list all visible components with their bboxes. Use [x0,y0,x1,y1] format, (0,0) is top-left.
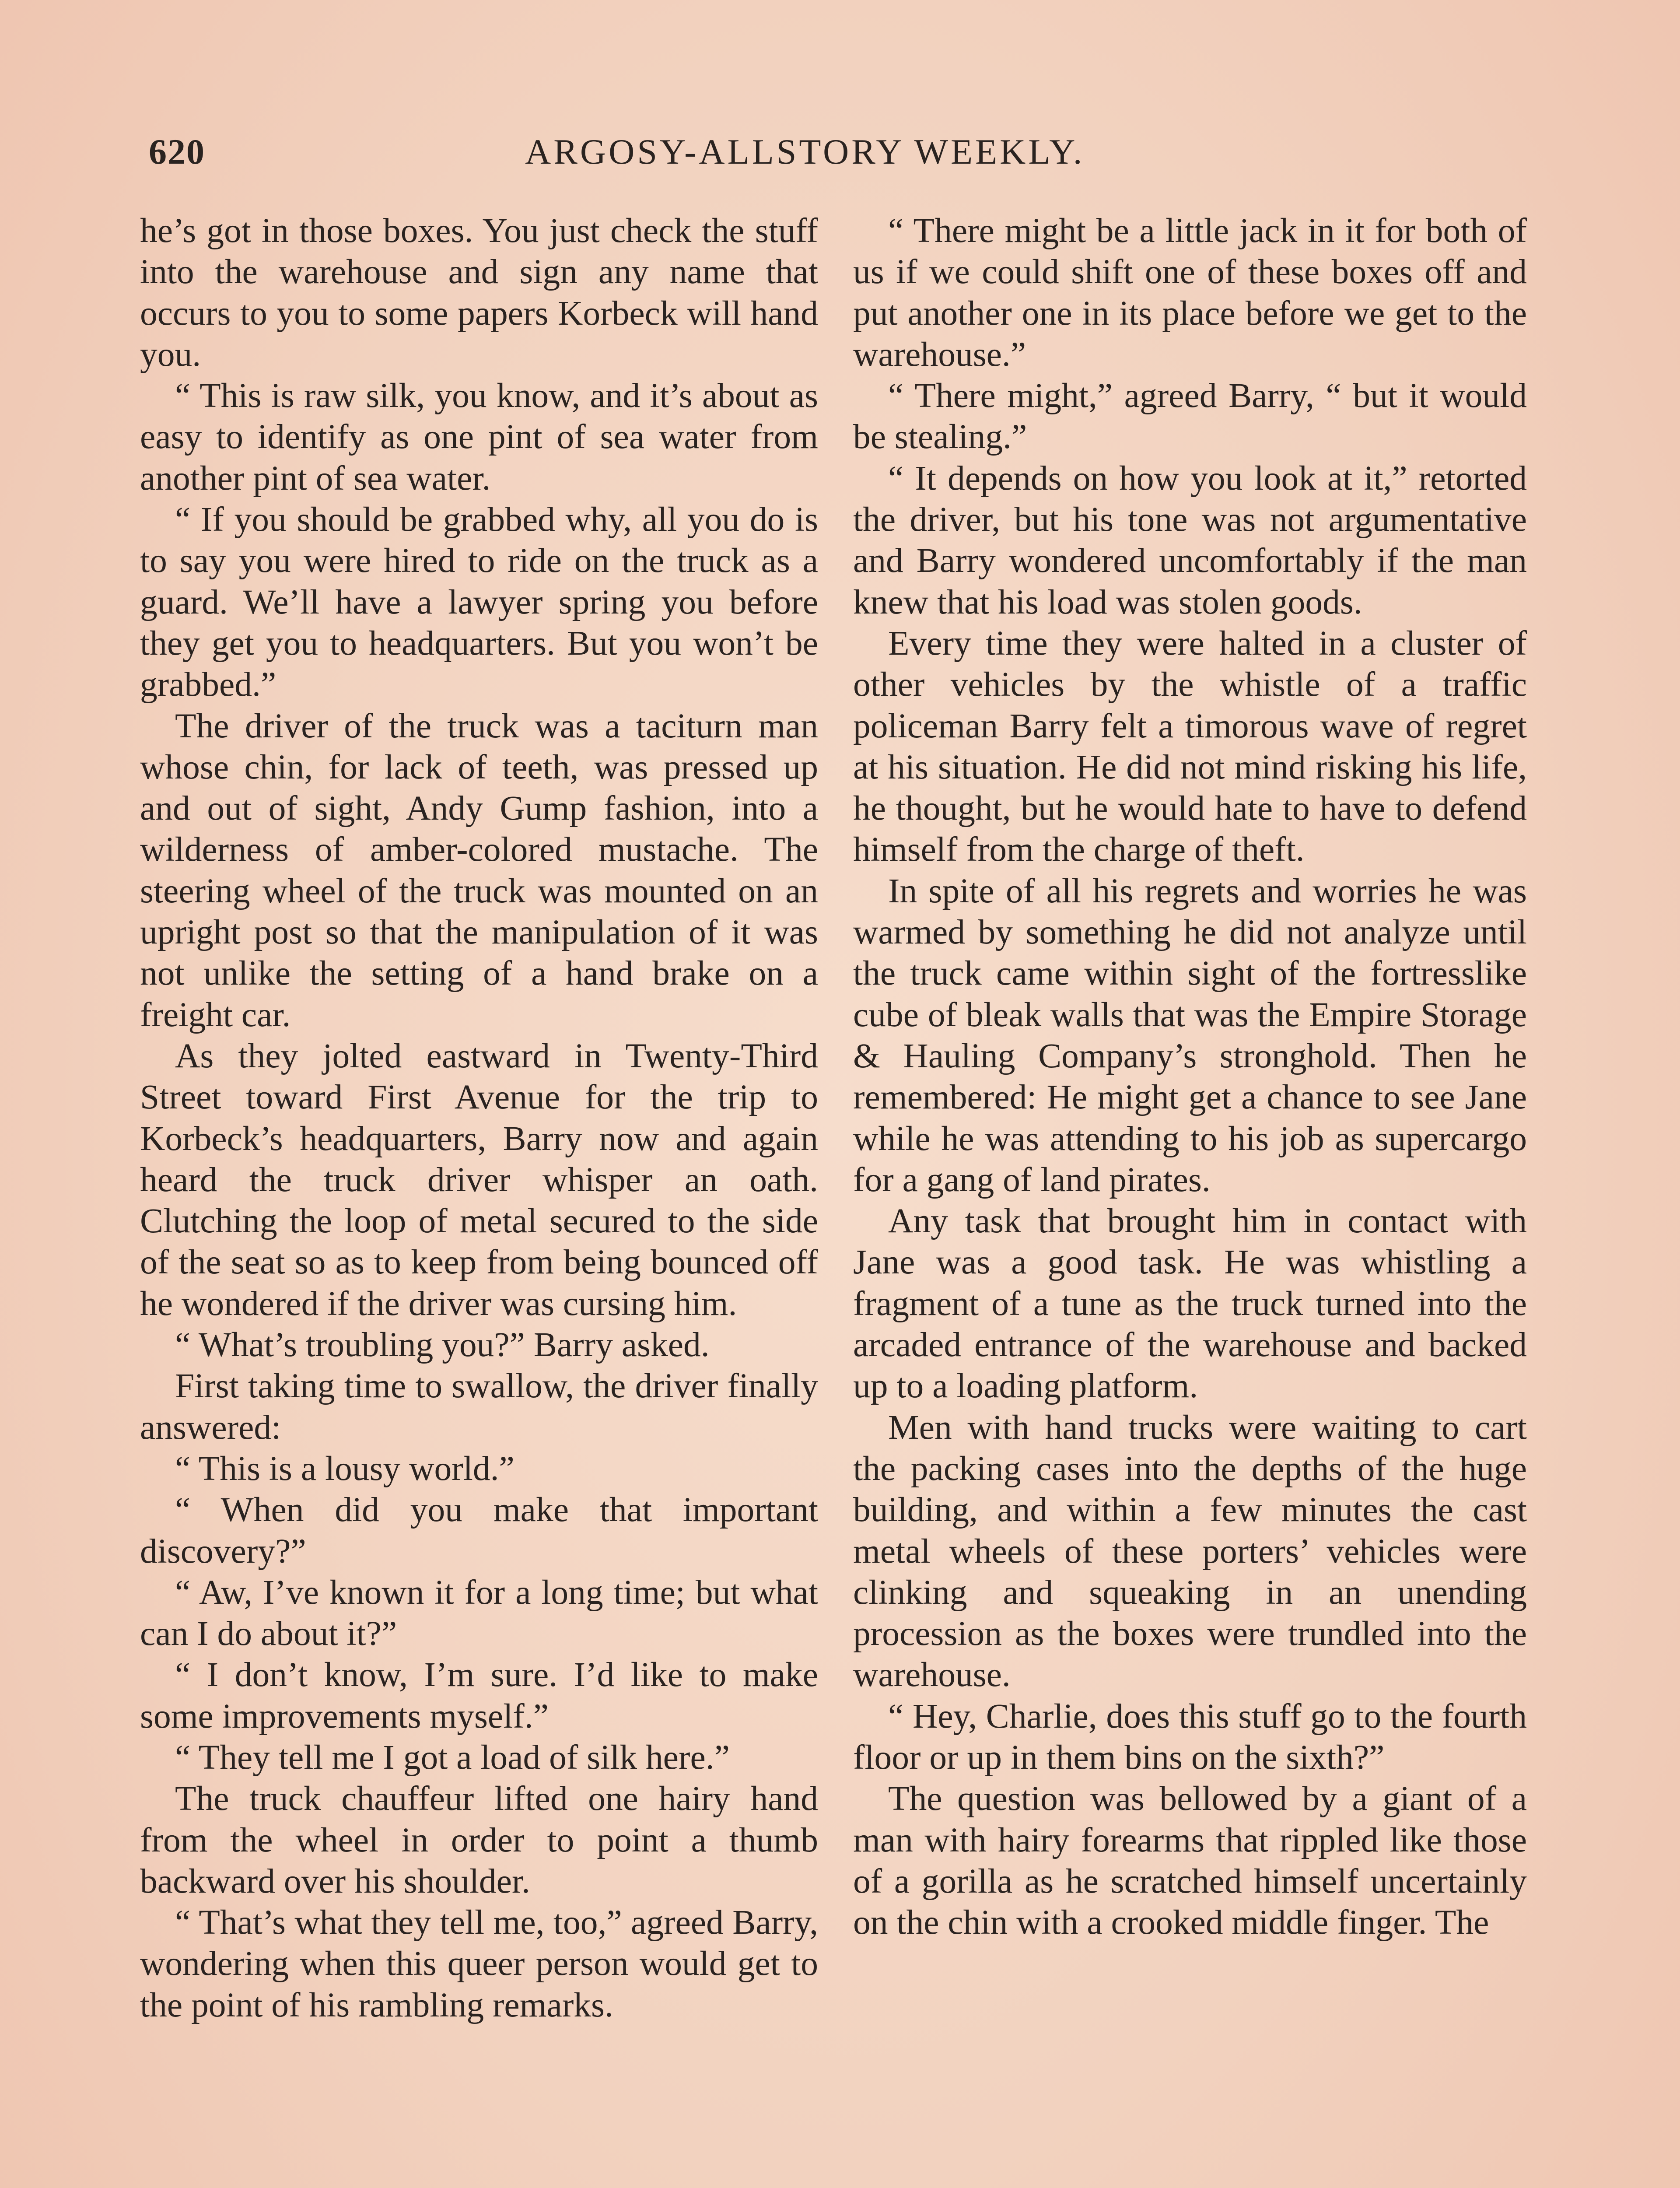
paragraph: The truck chauffeur lifted one hairy hand from the wheel in order to point a thumb backward over his shoulder. [140,1779,818,1900]
right-column [853,210,1527,1943]
paragraph: The question was bellowed by a giant of a man with hairy forearms that rippled like those of a gorilla as he scratched himself uncertainly on the chin with a crooked middle finger. The [853,1779,1527,1942]
paragraph: As they jolted eastward in Twenty-Third Street toward First Avenue for the trip to Korbeck’s headquarters, Barry now and again heard the truck driver whisper an oath. Clutching the loop of metal secured to the side of the seat so as to keep from being bounced off he wondered if the driver was cursing him. [140,1036,818,1323]
paragraph: First taking time to swallow, the driver finally answered: [140,1367,818,1447]
paragraph: “ They tell me I got a load of silk here.” [175,1738,730,1777]
paragraph: he’s got in those boxes. You just check the stuff into the warehouse and sign any name that occurs to you to some papers Korbeck will hand you. [140,211,818,374]
left-column [140,210,818,2026]
paragraph: The driver of the truck was a taciturn man whose chin, for lack of teeth, was pressed up and out of sight, Andy Gump fashion, into a wilderness of amber-colored mustache. The steering wheel of the truck was mounted on an upright post so that the manipulation of it was not unlike the setting of a hand brake on a freight car. [140,706,818,1034]
paragraph: “ I don’t know, I’m sure. I’d like to make some improvements myself.” [140,1655,818,1736]
paragraph: Every time they were halted in a cluster of other vehicles by the whistle of a traffic policeman Barry felt a timorous wave of regret at his situation. He did not mind risking his life, he thought, but he would hate to have to defend himself from the charge of theft. [853,624,1527,869]
paragraph: “ Aw, I’ve known it for a long time; but what can I do about it?” [140,1573,818,1653]
paragraph: “ There might be a little jack in it for both of us if we could shift one of these boxes off and put another one in its place before we get to the warehouse.” [853,211,1527,374]
paragraph: “ When did you make that important discovery?” [140,1490,818,1571]
page-header [149,131,1540,179]
paragraph: “ Hey, Charlie, does this stuff go to the fourth floor or up in them bins on the sixth?” [853,1697,1527,1777]
paragraph: Any task that brought him in contact with Jane was a good task. He was whistling a fragment of a tune as the truck turned into the arcaded entrance of the warehouse and backed up to a loading platform. [853,1202,1527,1406]
paragraph: Men with hand trucks were waiting to cart the packing cases into the depths of the huge building, and within a few minutes the cast metal wheels of these porters’ vehicles were clinking and squeaking in an unending procession as the boxes were trundled into the warehouse. [853,1408,1527,1694]
paragraph: “ This is raw silk, you know, and it’s about as easy to identify as one pint of sea water from another pint of sea water. [140,376,818,498]
paragraph: “ This is a lousy world.” [175,1449,514,1488]
paragraph: “ What’s troubling you?” Barry asked. [175,1325,710,1364]
paragraph: “ That’s what they tell me, too,” agreed Barry, wondering when this queer person would get to the point of his rambling remarks. [140,1903,818,2024]
paragraph: “ It depends on how you look at it,” retorted the driver, but his tone was not argumentative and Barry wondered uncomfortably if the man knew that his load was stolen goods. [853,459,1527,621]
page-number: 620 [149,132,205,172]
running-title: ARGOSY-ALLSTORY WEEKLY. [525,132,1085,172]
paragraph: “ If you should be grabbed why, all you do is to say you were hired to ride on the truck as a guard. We’ll have a lawyer spring you before they get you to headquarters. But you won’t be grabbed.” [140,500,818,704]
paragraph: “ There might,” agreed Barry, “ but it would be stealing.” [853,376,1527,456]
paragraph: In spite of all his regrets and worries he was warmed by something he did not analyze until the truck came within sight of the fortresslike cube of bleak walls that was the Empire Storage & Hauling Company’s stronghold. Then he remembered: He might get a chance to see Jane while he was attending to his job as supercargo for a gang of land pirates. [853,871,1527,1199]
